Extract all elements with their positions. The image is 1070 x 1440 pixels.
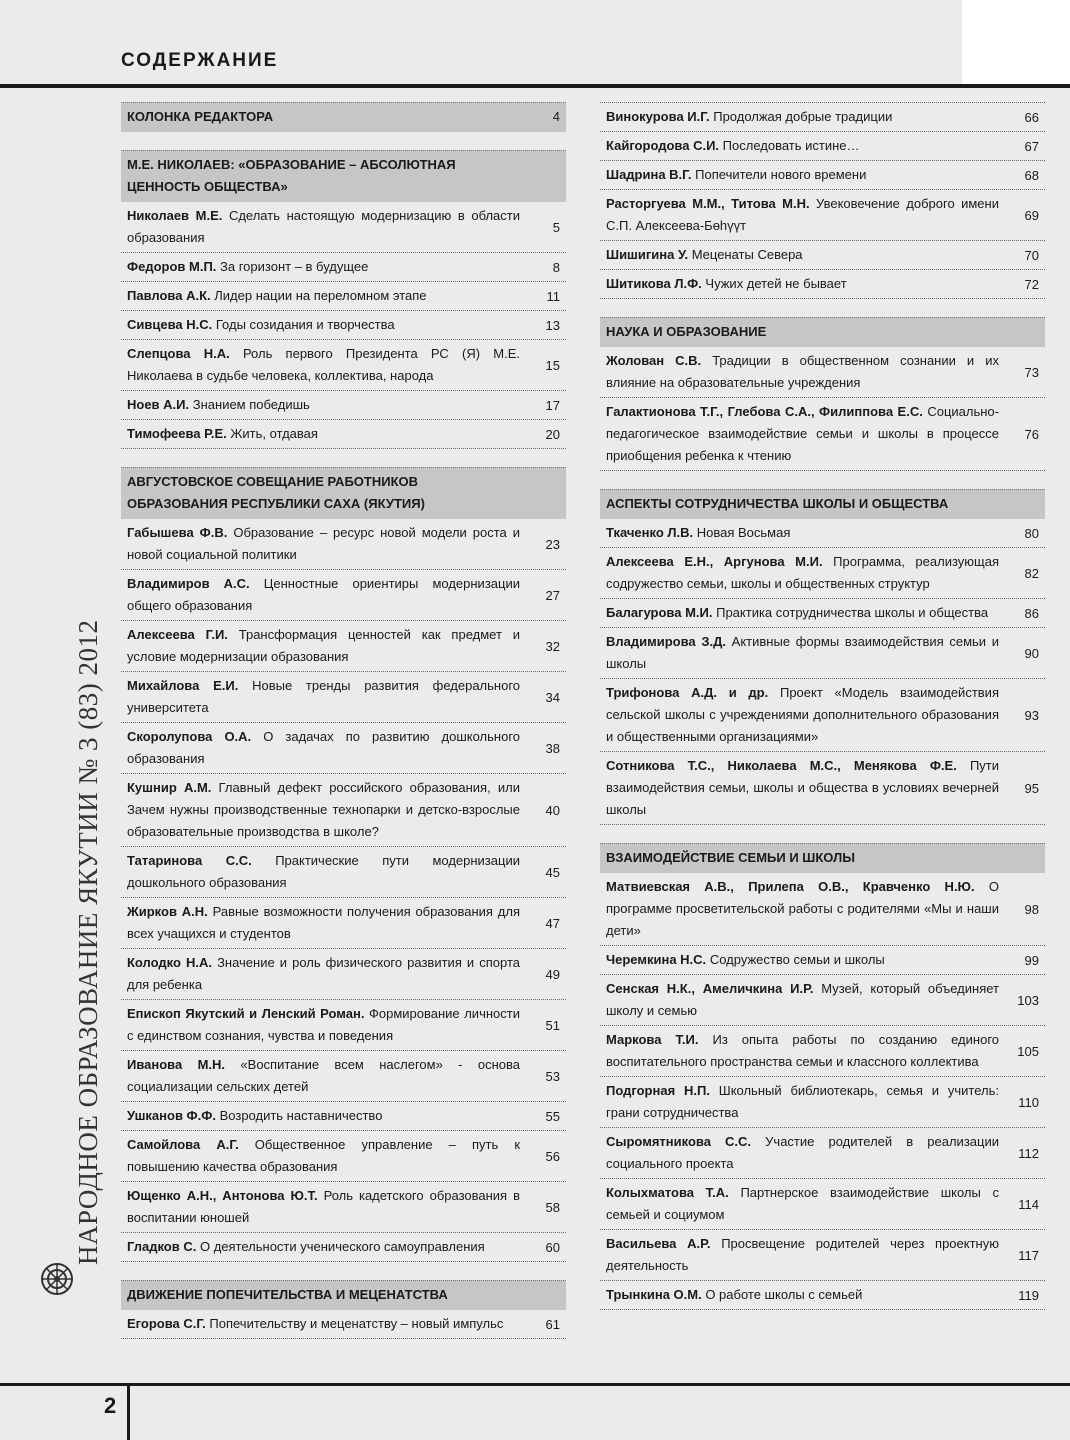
toc-entry[interactable] — [121, 847, 566, 898]
entry-text — [127, 394, 520, 416]
entry-text — [127, 1003, 520, 1047]
entry-text — [127, 952, 520, 996]
entry-text — [127, 423, 520, 445]
entry-text — [127, 777, 520, 843]
entry-author: Трифонова А.Д. и др. — [606, 685, 769, 700]
entry-title: Школьный библиотекарь, семья и учитель: грани сотрудничества — [606, 1083, 999, 1120]
entry-author: Владимиров А.С. — [127, 576, 250, 591]
entry-title: Чужих детей не бывает — [705, 276, 847, 291]
entry-author: Колыхматова Т.А. — [606, 1185, 729, 1200]
entry-text — [127, 1134, 520, 1178]
entry-text — [606, 1284, 999, 1306]
toc-entry[interactable] — [121, 898, 566, 949]
entry-page-number: 17 — [545, 397, 560, 413]
toc-entry[interactable] — [600, 946, 1045, 975]
toc-entry[interactable] — [600, 599, 1045, 628]
ornament-logo-icon — [40, 1262, 74, 1296]
entry-page-number: 23 — [545, 536, 560, 552]
entry-title: Годы созидания и творчества — [215, 317, 395, 332]
entry-text — [606, 350, 999, 394]
toc-entry[interactable] — [121, 949, 566, 1000]
journal-name: НАРОДНОЕ ОБРАЗОВАНИЕ ЯКУТИИ № 3 (83) 2012 — [73, 619, 103, 1265]
entry-text — [127, 573, 520, 617]
entry-text — [606, 164, 999, 186]
entry-text — [606, 273, 999, 295]
entry-page-number: 58 — [545, 1199, 560, 1215]
entry-author: Кайгородова С.И. — [606, 138, 720, 153]
toc-entry[interactable] — [600, 628, 1045, 679]
footer-divider — [127, 1383, 130, 1440]
section-title: ДВИЖЕНИЕ ПОПЕЧИТЕЛЬСТВА И МЕЦЕНАТСТВА — [127, 1287, 448, 1302]
entry-page-number: 60 — [545, 1239, 560, 1255]
toc-entry[interactable] — [121, 1182, 566, 1233]
entry-title: О работе школы с семьей — [705, 1287, 863, 1302]
section-title: М.Е. НИКОЛАЕВ: «ОБРАЗОВАНИЕ – АБСОЛЮТНАЯ ЦЕННОСТЬ ОБЩЕСТВА» — [127, 157, 456, 194]
entry-text — [606, 135, 999, 157]
toc-entry[interactable] — [600, 132, 1045, 161]
entry-title: Сделать настоящую модернизацию в области образования — [127, 208, 520, 245]
toc-section — [600, 317, 1045, 471]
entry-author: Тимофеева Р.Е. — [127, 426, 227, 441]
entry-title: Увековечение доброго имени С.П. Алексеева-Бөһүүт — [606, 196, 999, 233]
toc-entry[interactable] — [600, 347, 1045, 398]
toc-entry[interactable] — [121, 723, 566, 774]
entry-author: Шишигина У. — [606, 247, 689, 262]
toc-entry[interactable] — [600, 1026, 1045, 1077]
toc-entry[interactable] — [121, 1310, 566, 1339]
entry-page-number: 95 — [1024, 780, 1039, 796]
entry-page-number: 34 — [545, 689, 560, 705]
entry-author: Самойлова А.Г. — [127, 1137, 239, 1152]
entry-title: Новая Восьмая — [696, 525, 791, 540]
entry-author: Сотникова Т.С., Николаева М.С., Менякова Ф.Е. — [606, 758, 957, 773]
entry-text — [606, 1182, 999, 1226]
entry-text — [127, 1105, 520, 1127]
entry-title: Партнерское взаимодействие школы с семьей и социумом — [606, 1185, 999, 1222]
entry-title: Жить, отдавая — [230, 426, 318, 441]
entry-text — [606, 631, 999, 675]
entry-author: Сивцева Н.С. — [127, 317, 213, 332]
section-page: 4 — [552, 109, 560, 124]
entry-page-number: 76 — [1024, 426, 1039, 442]
entry-title: Попечители нового времени — [695, 167, 867, 182]
entry-page-number: 68 — [1024, 167, 1039, 183]
entry-page-number: 70 — [1024, 247, 1039, 263]
entry-page-number: 82 — [1024, 565, 1039, 581]
toc-entry[interactable] — [121, 570, 566, 621]
entry-page-number: 119 — [1018, 1287, 1039, 1303]
entry-author: Скоролупова О.А. — [127, 729, 252, 744]
entry-text — [127, 1185, 520, 1229]
entry-title: Практика сотрудничества школы и общества — [716, 605, 989, 620]
entry-title: «Воспитание всем наслегом» - основа социализации сельских детей — [127, 1057, 520, 1094]
entry-page-number: 13 — [545, 317, 560, 333]
entry-page-number: 98 — [1024, 901, 1039, 917]
entry-author: Павлова А.К. — [127, 288, 211, 303]
entry-author: Николаев М.Е. — [127, 208, 223, 223]
toc-entry[interactable] — [121, 253, 566, 282]
toc-entry[interactable] — [600, 679, 1045, 752]
entry-author: Васильева А.Р. — [606, 1236, 711, 1251]
entry-text — [606, 1080, 999, 1124]
section-header — [600, 317, 1045, 347]
entry-title: Значение и роль физического развития и спорта для ребенка — [127, 955, 520, 992]
entry-title: О задачах по развитию дошкольного образования — [127, 729, 520, 766]
entry-page-number: 47 — [545, 915, 560, 931]
toc-entry[interactable] — [600, 398, 1045, 471]
entry-title: Попечительству и меценатству – новый импульс — [209, 1316, 504, 1331]
entry-author: Сыромятникова С.С. — [606, 1134, 752, 1149]
entry-title: Практические пути модернизации дошкольного образования — [127, 853, 520, 890]
entry-page-number: 103 — [1017, 992, 1039, 1008]
toc-entry[interactable] — [121, 1102, 566, 1131]
entry-author: Егорова С.Г. — [127, 1316, 206, 1331]
toc-left-column — [121, 102, 566, 1339]
entry-author: Алексеева Г.И. — [127, 627, 228, 642]
entry-text — [127, 285, 520, 307]
entry-author: Шитикова Л.Ф. — [606, 276, 702, 291]
entry-text — [127, 522, 520, 566]
entry-title: Главный дефект российского образования, или Зачем нужны производственные технопарки и детско-взрослые образовательные производства в школе? — [127, 780, 520, 839]
toc-entry[interactable] — [121, 1051, 566, 1102]
entry-title: Равные возможности получения образования для всех учащихся и студентов — [127, 904, 520, 941]
entry-author: Ющенко А.Н., Антонова Ю.Т. — [127, 1188, 318, 1203]
toc-entry[interactable] — [600, 1230, 1045, 1281]
entry-text — [606, 949, 999, 971]
entry-author: Алексеева Е.Н., Аргунова М.И. — [606, 554, 823, 569]
page-number: 2 — [104, 1393, 117, 1418]
entry-text — [127, 1236, 520, 1258]
toc-entry[interactable] — [600, 519, 1045, 548]
entry-page-number: 117 — [1018, 1247, 1039, 1263]
entry-title: Из опыта работы по созданию единого воспитательного пространства семьи и классного коллектива — [606, 1032, 1000, 1069]
toc-entry[interactable] — [121, 311, 566, 340]
toc-entry[interactable] — [600, 752, 1045, 825]
entry-title: Проект «Модель взаимодействия сельской школы с учреждениями дополнительного образования и общественными организациями» — [606, 685, 999, 744]
toc-entry[interactable] — [121, 1233, 566, 1262]
entry-title: Меценаты Севера — [691, 247, 803, 262]
section-header — [121, 102, 566, 132]
toc-entry[interactable] — [600, 548, 1045, 599]
toc-section — [121, 1280, 566, 1339]
entry-title: Роль кадетского образования в воспитании юношей — [127, 1188, 520, 1225]
toc-entry[interactable] — [121, 282, 566, 311]
entry-title: Общественное управление – путь к повышению качества образования — [127, 1137, 521, 1174]
toc-entry[interactable] — [600, 975, 1045, 1026]
entry-author: Черемкина Н.С. — [606, 952, 707, 967]
entry-author: Расторгуева М.М., Титова М.Н. — [606, 196, 810, 211]
entry-title: Роль первого Президента РС (Я) М.Е. Николаева в судьбе человека, коллектива, народа — [127, 346, 520, 383]
entry-text — [606, 876, 999, 942]
toc-entry[interactable] — [600, 1128, 1045, 1179]
bottom-rule — [0, 1383, 1070, 1386]
entry-text — [127, 314, 520, 336]
entry-page-number: 86 — [1024, 605, 1039, 621]
toc-entry[interactable] — [121, 1000, 566, 1051]
entry-title: Участие родителей в реализации социального проекта — [606, 1134, 999, 1171]
section-header — [121, 467, 566, 519]
entry-page-number: 69 — [1024, 207, 1039, 223]
entry-text — [606, 522, 999, 544]
toc-entry[interactable] — [121, 420, 566, 449]
entry-text — [606, 106, 999, 128]
entry-author: Колодко Н.А. — [127, 955, 212, 970]
entry-page-number: 53 — [545, 1068, 560, 1084]
entry-page-number: 112 — [1018, 1145, 1039, 1161]
toc-entry[interactable] — [121, 672, 566, 723]
entry-text — [127, 1054, 520, 1098]
entry-title: О деятельности ученического самоуправления — [199, 1239, 485, 1254]
toc-entry[interactable] — [600, 1179, 1045, 1230]
entry-page-number: 32 — [545, 638, 560, 654]
section-title: КОЛОНКА РЕДАКТОРА — [127, 109, 274, 124]
entry-page-number: 66 — [1024, 109, 1039, 125]
entry-page-number: 11 — [546, 288, 560, 304]
entry-title: Формирование личности с единством сознания, чувства и поведения — [127, 1006, 520, 1043]
entry-author: Сенская Н.К., Амеличкина И.Р. — [606, 981, 814, 996]
entry-page-number: 51 — [545, 1017, 560, 1033]
entry-author: Ткаченко Л.В. — [606, 525, 694, 540]
entry-title: Активные формы взаимодействия семьи и школы — [606, 634, 1000, 671]
toc-entry[interactable] — [121, 340, 566, 391]
entry-page-number: 15 — [545, 357, 560, 373]
section-title: АВГУСТОВСКОЕ СОВЕЩАНИЕ РАБОТНИКОВ ОБРАЗОВАНИЯ РЕСПУБЛИКИ САХА (ЯКУТИЯ) — [127, 474, 425, 511]
entry-text — [606, 1029, 999, 1073]
toc-entry[interactable] — [600, 103, 1045, 132]
toc-section — [600, 102, 1045, 299]
toc-entry[interactable] — [121, 202, 566, 253]
entry-page-number: 114 — [1018, 1196, 1039, 1212]
entry-text — [127, 256, 520, 278]
entry-page-number: 90 — [1024, 645, 1039, 661]
entry-author: Винокурова И.Г. — [606, 109, 710, 124]
entry-text — [606, 1233, 999, 1277]
entry-page-number: 72 — [1024, 276, 1039, 292]
entry-page-number: 73 — [1024, 364, 1039, 380]
toc-right-column — [600, 102, 1045, 1310]
entry-title: Трансформация ценностей как предмет и условие модернизации образования — [127, 627, 520, 664]
entry-text — [606, 244, 999, 266]
entry-page-number: 5 — [552, 219, 560, 235]
entry-title: Пути взаимодействия семьи, школы и общества в условиях вечерней школы — [606, 758, 999, 817]
entry-author: Епископ Якутский и Ленский Роман. — [127, 1006, 365, 1021]
entry-title: Ценностные ориентиры модернизации общего образования — [127, 576, 520, 613]
entry-author: Балагурова М.И. — [606, 605, 713, 620]
entry-author: Шадрина В.Г. — [606, 167, 692, 182]
entry-text — [127, 675, 520, 719]
entry-title: Новые тренды развития федерального университета — [127, 678, 521, 715]
entry-title: Социально-педагогическое взаимодействие семьи и школы в процессе приобщения ребенка к чтению — [606, 404, 999, 463]
top-rule — [0, 84, 1070, 88]
section-title: АСПЕКТЫ СОТРУДНИЧЕСТВА ШКОЛЫ И ОБЩЕСТВА — [606, 496, 949, 511]
entry-author: Слепцова Н.А. — [127, 346, 230, 361]
toc-entry[interactable] — [121, 1131, 566, 1182]
entry-text — [606, 978, 999, 1022]
entry-text — [127, 901, 520, 945]
entry-text — [127, 850, 520, 894]
section-header — [121, 150, 566, 202]
entry-text — [606, 193, 999, 237]
entry-author: Подгорная Н.П. — [606, 1083, 710, 1098]
entry-page-number: 38 — [545, 740, 560, 756]
toc-entry[interactable] — [600, 270, 1045, 299]
toc-section — [600, 489, 1045, 825]
entry-author: Жолован С.В. — [606, 353, 702, 368]
entry-title: Лидер нации на переломном этапе — [214, 288, 427, 303]
toc-entry[interactable] — [121, 621, 566, 672]
entry-page-number: 20 — [545, 426, 560, 442]
entry-page-number: 27 — [545, 587, 560, 603]
entry-title: Образование – ресурс новой модели роста и новой социальной политики — [127, 525, 520, 562]
toc-entry[interactable] — [600, 241, 1045, 270]
entry-author: Матвиевская А.В., Прилепа О.В., Кравченко Н.Ю. — [606, 879, 975, 894]
entry-text — [606, 401, 999, 467]
section-title: ВЗАИМОДЕЙСТВИЕ СЕМЬИ И ШКОЛЫ — [606, 850, 855, 865]
entry-page-number: 67 — [1024, 138, 1039, 154]
entry-text — [606, 602, 999, 624]
toc-entry[interactable] — [121, 391, 566, 420]
entry-text — [606, 682, 999, 748]
entry-author: Габышева Ф.В. — [127, 525, 228, 540]
toc-section — [600, 843, 1045, 1310]
entry-title: Традиции в общественном сознании и их влияние на образовательные учреждения — [606, 353, 999, 390]
entry-author: Михайлова Е.И. — [127, 678, 239, 693]
entry-author: Ушканов Ф.Ф. — [127, 1108, 216, 1123]
toc-entry[interactable] — [600, 161, 1045, 190]
page-corner — [962, 0, 1070, 84]
entry-author: Галактионова Т.Г., Глебова С.А., Филиппова Е.С. — [606, 404, 923, 419]
entry-page-number: 8 — [552, 259, 560, 275]
entry-page-number: 110 — [1018, 1094, 1039, 1110]
entry-page-number: 56 — [545, 1148, 560, 1164]
entry-text — [127, 205, 520, 249]
entry-text — [606, 1131, 999, 1175]
entry-title: Содружество семьи и школы — [709, 952, 885, 967]
entry-title: Знанием победишь — [192, 397, 310, 412]
toc-entry[interactable] — [600, 190, 1045, 241]
entry-page-number: 93 — [1024, 707, 1039, 723]
entry-author: Иванова М.Н. — [127, 1057, 226, 1072]
entry-page-number: 40 — [545, 802, 560, 818]
entry-page-number: 45 — [545, 864, 560, 880]
entry-author: Кушнир А.М. — [127, 780, 212, 795]
entry-title: Возродить наставничество — [219, 1108, 383, 1123]
page-title: СОДЕРЖАНИЕ — [121, 50, 279, 71]
entry-author: Федоров М.П. — [127, 259, 217, 274]
entry-text — [127, 1313, 520, 1335]
entry-page-number: 55 — [545, 1108, 560, 1124]
entry-title: Музей, который объединяет школу и семью — [606, 981, 999, 1018]
toc-entry[interactable] — [600, 873, 1045, 946]
toc-section — [121, 150, 566, 449]
section-header — [600, 843, 1045, 873]
entry-page-number: 99 — [1024, 952, 1039, 968]
section-header — [600, 489, 1045, 519]
entry-author: Гладков С. — [127, 1239, 197, 1254]
entry-text — [127, 726, 520, 770]
entry-author: Татаринова С.С. — [127, 853, 252, 868]
toc-entry[interactable] — [600, 1077, 1045, 1128]
entry-author: Владимирова З.Д. — [606, 634, 726, 649]
entry-title: Программа, реализующая содружество семьи, школы и общественных структур — [606, 554, 999, 591]
entry-title: О программе просветительской работы с родителями «Мы и наши дети» — [606, 879, 999, 938]
entry-author: Жирков А.Н. — [127, 904, 208, 919]
entry-author: Трынкина О.М. — [606, 1287, 702, 1302]
entry-page-number: 80 — [1024, 525, 1039, 541]
entry-text — [127, 624, 520, 668]
entry-page-number: 105 — [1017, 1043, 1039, 1059]
entry-title: За горизонт – в будущее — [220, 259, 369, 274]
toc-section — [121, 467, 566, 1262]
entry-page-number: 49 — [545, 966, 560, 982]
entry-text — [606, 551, 999, 595]
entry-title: Последовать истине… — [722, 138, 860, 153]
section-title: НАУКА И ОБРАЗОВАНИЕ — [606, 324, 767, 339]
entry-title: Продолжая добрые традиции — [713, 109, 893, 124]
entry-author: Ноев А.И. — [127, 397, 190, 412]
toc-section — [121, 102, 566, 132]
entry-text — [606, 755, 999, 821]
entry-page-number: 61 — [545, 1316, 560, 1332]
section-header — [121, 1280, 566, 1310]
entry-title: Просвещение родителей через проектную деятельность — [606, 1236, 999, 1273]
toc-entry[interactable] — [121, 519, 566, 570]
toc-entry[interactable] — [600, 1281, 1045, 1310]
toc-entry[interactable] — [121, 774, 566, 847]
entry-author: Маркова Т.И. — [606, 1032, 699, 1047]
entry-text — [127, 343, 520, 387]
